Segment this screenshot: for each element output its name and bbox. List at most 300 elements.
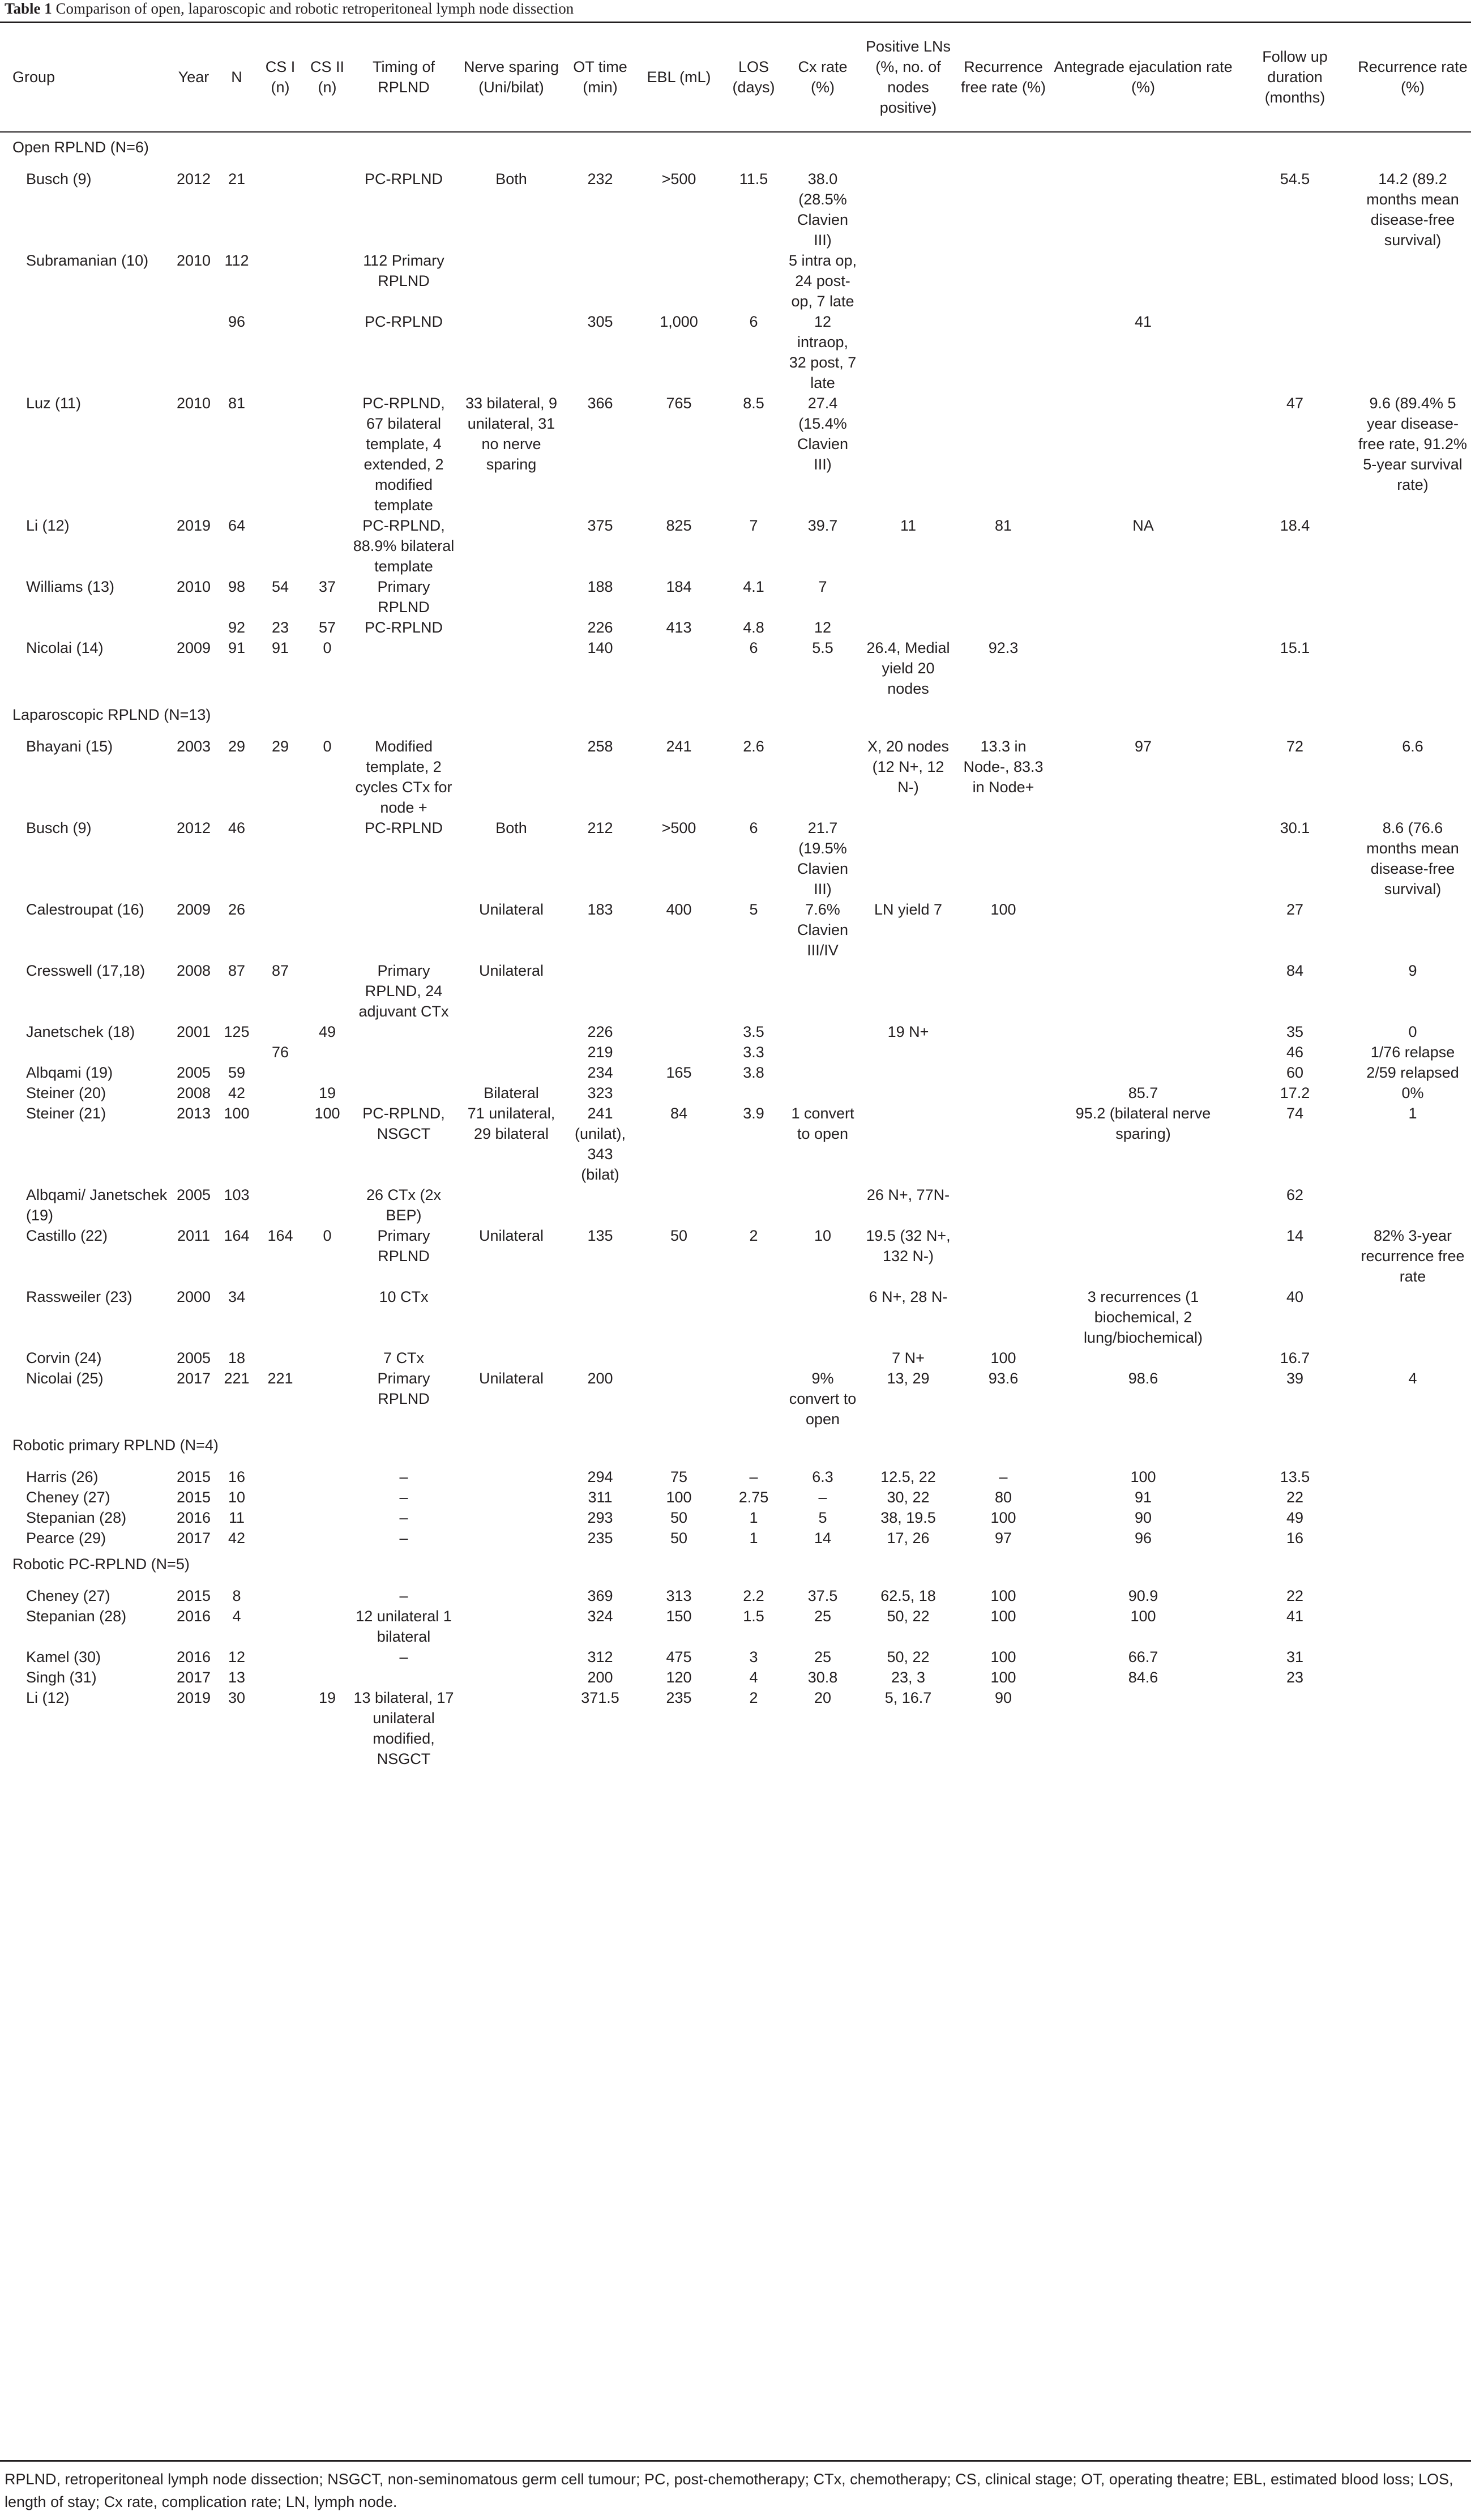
table-cell [635, 1042, 722, 1062]
section-title: Laparoscopic RPLND (N=13) [12, 706, 211, 723]
table-cell: 64 [228, 517, 246, 534]
table-row [0, 1586, 1471, 1606]
table-cell: 2016 [176, 1608, 211, 1625]
table-cell: X, 20 nodes (12 N+, 12 N-) [867, 738, 950, 796]
table-cell [457, 311, 565, 393]
table-cell [256, 169, 305, 250]
table-cell [305, 818, 350, 899]
table-cell: 19 N+ [887, 1023, 929, 1040]
table-body [0, 131, 1471, 1769]
section-row [0, 131, 1471, 169]
table-cell: 12 [228, 1648, 246, 1665]
table-cell: 2017 [176, 1530, 211, 1547]
table-cell: 3.5 [743, 1023, 764, 1040]
table-cell [256, 1103, 305, 1185]
table-cell: 46 [228, 819, 246, 836]
table-cell: 2012 [176, 170, 211, 187]
table-cell [635, 1287, 722, 1348]
table-cell [861, 169, 956, 250]
table-cell: 164 [267, 1227, 293, 1244]
table-cell [305, 1507, 350, 1528]
table-cell: 98 [228, 578, 246, 595]
table-cell [1051, 617, 1235, 638]
table-cell: 81 [228, 395, 246, 412]
study-cell: Bhayani (15) [26, 738, 113, 755]
table-cell: 2015 [176, 1489, 211, 1506]
table-cell: 0 [323, 1227, 332, 1244]
table-cell [457, 638, 565, 699]
table-cell: 20 [814, 1689, 832, 1706]
table-cell [565, 960, 635, 1022]
table-cell: 25 [814, 1608, 832, 1625]
table-cell [1235, 617, 1354, 638]
table-cell: 200 [587, 1370, 613, 1387]
table-cell [1354, 311, 1471, 393]
table-cell: 2009 [176, 901, 211, 918]
table-row [0, 515, 1471, 576]
column-header: LOS (days) [732, 58, 775, 96]
table-cell [635, 960, 722, 1022]
table-cell [1051, 1688, 1235, 1769]
table-row [0, 1647, 1471, 1667]
table-cell: 9 [1408, 962, 1417, 979]
table-cell: 22 [1286, 1587, 1304, 1604]
table-cell: 81 [994, 517, 1012, 534]
study-cell: Busch (9) [26, 170, 92, 187]
table-cell: 2010 [176, 252, 211, 269]
table-cell [1051, 818, 1235, 899]
table-cell [305, 1368, 350, 1429]
table-cell: – [399, 1468, 408, 1485]
column-header: Recurrence rate (%) [1358, 58, 1468, 96]
table-cell [457, 1647, 565, 1667]
table-cell: 1,000 [660, 313, 698, 330]
table-cell: 50 [670, 1530, 688, 1547]
table-cell: 84.6 [1128, 1669, 1158, 1686]
column-header: Recurrence free rate (%) [960, 58, 1046, 96]
table-caption [5, 0, 574, 23]
table-cell: 100 [990, 901, 1016, 918]
table-cell [635, 1185, 722, 1225]
table-cell [1354, 1348, 1471, 1368]
table-cell: 2016 [176, 1509, 211, 1526]
section-title: Robotic primary RPLND (N=4) [12, 1437, 219, 1454]
table-cell [785, 1062, 861, 1083]
table-cell: 6 [749, 313, 758, 330]
table-cell [457, 1062, 565, 1083]
table-cell: 7 N+ [892, 1349, 925, 1366]
table-cell: 7 [818, 578, 827, 595]
table-cell [861, 393, 956, 515]
table-cell [785, 1022, 861, 1042]
table-cell: 2001 [176, 1023, 211, 1040]
table-cell: 3.9 [743, 1105, 764, 1122]
table-cell [305, 311, 350, 393]
study-cell: Busch (9) [26, 819, 92, 836]
table-cell [1051, 899, 1235, 960]
table-cell: 71 unilateral, 29 bilateral [467, 1105, 555, 1142]
column-header: EBL (mL) [647, 69, 711, 86]
study-cell: Nicolai (14) [26, 639, 104, 656]
table-cell: – [818, 1489, 827, 1506]
table-cell [1235, 311, 1354, 393]
section-row [0, 1548, 1471, 1586]
table-cell: 2000 [176, 1288, 211, 1305]
table-cell: 75 [670, 1468, 688, 1485]
table-cell [956, 1185, 1051, 1225]
table-cell: 258 [587, 738, 613, 755]
table-cell: 293 [587, 1509, 613, 1526]
table-cell [256, 1467, 305, 1487]
table-cell: 76 [271, 1044, 289, 1061]
table-cell: 19 [318, 1689, 336, 1706]
table-cell [956, 1225, 1051, 1287]
table-cell: 5, 16.7 [884, 1689, 932, 1706]
table-cell: PC-RPLND, 67 bilateral template, 4 extended, 2 modified template [362, 395, 445, 514]
table-cell: Unilateral [478, 962, 544, 979]
table-cell [1354, 617, 1471, 638]
table-cell [956, 1042, 1051, 1062]
table-cell: 226 [587, 619, 613, 636]
table-cell: 0 [323, 738, 332, 755]
table-cell: Unilateral [478, 901, 544, 918]
table-cell [956, 1062, 1051, 1083]
table-cell: 2015 [176, 1587, 211, 1604]
table-row [0, 1225, 1471, 1287]
table-cell [350, 1022, 457, 1042]
table-cell [305, 1528, 350, 1548]
table-cell [457, 1287, 565, 1348]
column-header: Antegrade ejaculation rate (%) [1054, 58, 1233, 96]
table-cell [457, 1528, 565, 1548]
column-header: Cx rate (%) [798, 58, 848, 96]
study-cell: Janetschek (18) [26, 1023, 135, 1040]
study-cell: Li (12) [26, 517, 70, 534]
table-cell: 5 [749, 901, 758, 918]
table-cell: 4.8 [743, 619, 764, 636]
table-row [0, 1185, 1471, 1225]
table-cell: 103 [224, 1186, 250, 1203]
table-cell [956, 1022, 1051, 1042]
table-cell: 7 [749, 517, 758, 534]
table-cell: 305 [587, 313, 613, 330]
table-row [0, 1467, 1471, 1487]
table-cell: Both [495, 170, 527, 187]
table-cell [256, 899, 305, 960]
table-cell [1354, 1287, 1471, 1348]
table-cell [350, 1083, 457, 1103]
table-cell: 85.7 [1128, 1084, 1158, 1101]
table-cell: 112 Primary RPLND [363, 252, 444, 289]
table-cell: 2.75 [738, 1489, 769, 1506]
table-cell: 6 [749, 639, 758, 656]
table-cell: 235 [587, 1530, 613, 1547]
table-cell: 93.6 [988, 1370, 1019, 1387]
table-cell [1354, 576, 1471, 617]
table-cell: 49 [318, 1023, 336, 1040]
table-cell: 475 [666, 1648, 692, 1665]
table-cell: 39 [1286, 1370, 1304, 1387]
table-cell: 8.5 [743, 395, 764, 412]
table-row [0, 1688, 1471, 1769]
table-cell: 97 [1134, 738, 1152, 755]
table-cell [170, 311, 217, 393]
table-cell: 5 intra op, 24 post-op, 7 late [788, 252, 857, 310]
table-cell [722, 960, 785, 1022]
table-row [0, 1368, 1471, 1429]
table-cell: 235 [666, 1689, 692, 1706]
study-cell: Stepanian (28) [26, 1608, 127, 1625]
table-cell [305, 169, 350, 250]
table-row [0, 1042, 1471, 1062]
table-cell: 2010 [176, 578, 211, 595]
comparison-table [0, 23, 1471, 1769]
table-cell [861, 311, 956, 393]
table-cell: 91 [271, 639, 289, 656]
table-cell: 17, 26 [887, 1530, 930, 1547]
table-cell: 31 [1286, 1648, 1304, 1665]
table-cell: 2017 [176, 1370, 211, 1387]
section-title: Robotic PC-RPLND (N=5) [12, 1556, 190, 1573]
table-cell: 96 [228, 313, 246, 330]
table-cell: 241 (unilat), 343 (bilat) [574, 1105, 626, 1183]
table-cell [305, 1606, 350, 1647]
table-cell: 42 [228, 1084, 246, 1101]
table-cell: 413 [666, 619, 692, 636]
table-cell [457, 1185, 565, 1225]
table-cell: 23 [271, 619, 289, 636]
table-cell: 92 [228, 619, 246, 636]
table-cell [1354, 1507, 1471, 1528]
table-row [0, 393, 1471, 515]
table-cell: 7.6% Clavien III/IV [797, 901, 849, 959]
table-cell [956, 1103, 1051, 1185]
table-cell: 16 [1286, 1530, 1304, 1547]
table-cell: 2015 [176, 1468, 211, 1485]
table-cell: 2005 [176, 1186, 211, 1203]
table-cell: 74 [1286, 1105, 1304, 1122]
table-cell: PC-RPLND [364, 313, 443, 330]
table-caption-text: Comparison of open, laparoscopic and robotic retroperitoneal lymph node dissection [55, 0, 574, 17]
table-cell: 1 [1408, 1105, 1417, 1122]
table-cell: 3 recurrences (1 biochemical, 2 lung/biochemical) [1083, 1288, 1203, 1346]
table-cell [305, 515, 350, 576]
table-cell: 18 [228, 1349, 246, 1366]
table-cell: 0 [323, 639, 332, 656]
study-cell: Castillo (22) [26, 1227, 108, 1244]
table-row [0, 1487, 1471, 1507]
table-row [0, 1507, 1471, 1528]
table-cell: 0 [1408, 1023, 1417, 1040]
table-cell: 50, 22 [887, 1608, 930, 1625]
table-cell: PC-RPLND, 88.9% bilateral template [353, 517, 455, 575]
table-cell: 221 [267, 1370, 293, 1387]
table-cell: Unilateral [478, 1370, 544, 1387]
table-cell [170, 617, 217, 638]
table-cell: 87 [228, 962, 246, 979]
bottom-rule [0, 2460, 1471, 2462]
table-cell: PC-RPLND [364, 170, 443, 187]
table-cell [635, 1083, 722, 1103]
table-cell: 30 [228, 1689, 246, 1706]
study-cell: Pearce (29) [26, 1530, 106, 1547]
table-cell: 2008 [176, 1084, 211, 1101]
table-cell: 91 [1134, 1489, 1152, 1506]
table-cell: 2012 [176, 819, 211, 836]
table-cell [305, 1586, 350, 1606]
table-cell [722, 1348, 785, 1368]
table-cell [256, 1287, 305, 1348]
table-cell [457, 1586, 565, 1606]
table-row [0, 250, 1471, 311]
table-cell [1354, 899, 1471, 960]
table-cell: 30.8 [807, 1669, 838, 1686]
table-cell [457, 1606, 565, 1647]
table-row [0, 736, 1471, 818]
table-cell: 100 [666, 1489, 692, 1506]
table-cell: 41 [1286, 1608, 1304, 1625]
table-cell: 2005 [176, 1349, 211, 1366]
table-cell [956, 960, 1051, 1022]
table-cell: Primary RPLND [377, 1227, 430, 1265]
table-row [0, 960, 1471, 1022]
table-cell [256, 1528, 305, 1548]
table-cell: 100 [1130, 1468, 1156, 1485]
table-cell [861, 576, 956, 617]
table-cell [565, 1287, 635, 1348]
table-cell: 2 [749, 1227, 758, 1244]
table-cell [256, 1606, 305, 1647]
table-cell: 26 N+, 77N- [866, 1186, 950, 1203]
table-cell [457, 1688, 565, 1769]
table-cell: 47 [1286, 395, 1304, 412]
table-cell [635, 638, 722, 699]
table-cell: – [399, 1509, 408, 1526]
table-cell: 135 [587, 1227, 613, 1244]
table-cell [1354, 1688, 1471, 1769]
table-cell: 5 [818, 1509, 827, 1526]
table-cell [457, 1348, 565, 1368]
table-cell [350, 1667, 457, 1688]
table-cell: 6.6 [1402, 738, 1423, 755]
table-cell [457, 576, 565, 617]
table-cell [457, 1487, 565, 1507]
table-cell [1051, 1225, 1235, 1287]
table-cell [722, 1287, 785, 1348]
table-cell: 2/59 relapsed [1366, 1064, 1459, 1081]
table-cell [1051, 169, 1235, 250]
table-cell [635, 1368, 722, 1429]
table-cell: – [399, 1489, 408, 1506]
table-cell: 92.3 [988, 639, 1019, 656]
table-cell: 7 CTx [383, 1349, 424, 1366]
table-cell: 17.2 [1280, 1084, 1310, 1101]
table-cell: 26 [228, 901, 246, 918]
table-cell [256, 311, 305, 393]
table-cell: 313 [666, 1587, 692, 1604]
table-cell: 42 [228, 1530, 246, 1547]
study-cell: Luz (11) [26, 395, 82, 412]
study-cell: Harris (26) [26, 1468, 99, 1485]
table-cell: 50, 22 [887, 1648, 930, 1665]
table-cell [565, 1348, 635, 1368]
table-cell: 2019 [176, 1689, 211, 1706]
table-cell: 765 [666, 395, 692, 412]
table-cell: 22 [1286, 1489, 1304, 1506]
table-cell [1051, 393, 1235, 515]
table-cell: 5.5 [812, 639, 833, 656]
table-cell: 366 [587, 395, 613, 412]
column-header: Group [12, 69, 55, 86]
table-cell [256, 393, 305, 515]
table-cell [1354, 1467, 1471, 1487]
table-row [0, 1667, 1471, 1688]
table-cell: 46 [1286, 1044, 1304, 1061]
table-cell: – [399, 1648, 408, 1665]
study-cell: Singh (31) [26, 1669, 97, 1686]
table-cell: 41 [1134, 313, 1152, 330]
table-cell: 21 [228, 170, 246, 187]
table-cell [861, 1103, 956, 1185]
table-cell: 311 [588, 1489, 613, 1506]
table-cell: 84 [1286, 962, 1304, 979]
study-cell: Kamel (30) [26, 1648, 101, 1665]
table-cell [565, 250, 635, 311]
table-cell: 100 [990, 1349, 1016, 1366]
table-cell: 3.8 [743, 1064, 764, 1081]
table-cell: 100 [314, 1105, 340, 1122]
table-cell: 9% convert to open [789, 1370, 857, 1428]
table-cell: 59 [228, 1064, 246, 1081]
table-row [0, 818, 1471, 899]
table-cell: 82% 3-year recurrence free rate [1361, 1227, 1465, 1285]
table-cell: 26.4, Medial yield 20 nodes [866, 639, 950, 697]
table-cell [1235, 576, 1354, 617]
table-cell: 29 [271, 738, 289, 755]
table-cell: 54.5 [1280, 170, 1310, 187]
table-cell: 100 [224, 1105, 250, 1122]
table-cell: 1.5 [743, 1608, 764, 1625]
study-cell: Cresswell (17,18) [26, 962, 146, 979]
table-cell: 90.9 [1128, 1587, 1158, 1604]
table-row [0, 1528, 1471, 1548]
table-cell: 27.4 (15.4% Clavien III) [797, 395, 849, 473]
table-row [0, 899, 1471, 960]
table-row [0, 311, 1471, 393]
table-cell: 2009 [176, 639, 211, 656]
table-row [0, 617, 1471, 638]
table-cell: 87 [271, 962, 289, 979]
table-cell: 96 [1134, 1530, 1152, 1547]
table-row [0, 1606, 1471, 1647]
table-cell: 60 [1286, 1064, 1304, 1081]
table-cell [956, 311, 1051, 393]
table-cell [305, 899, 350, 960]
table-cell: 14.2 (89.2 months mean disease-free survival) [1366, 170, 1459, 249]
study-cell: Corvin (24) [26, 1349, 102, 1366]
table-caption-label: Table 1 [5, 0, 52, 17]
table-cell: – [399, 1587, 408, 1604]
table-cell: 95.2 (bilateral nerve sparing) [1075, 1105, 1211, 1142]
table-cell [305, 1647, 350, 1667]
table-cell [722, 1083, 785, 1103]
table-cell [1051, 1185, 1235, 1225]
table-cell [861, 1042, 956, 1062]
table-cell: Modified template, 2 cycles CTx for node + [355, 738, 452, 816]
table-cell: 219 [587, 1044, 613, 1061]
table-cell [1051, 1348, 1235, 1368]
table-cell: 38.0 (28.5% Clavien III) [797, 170, 849, 249]
